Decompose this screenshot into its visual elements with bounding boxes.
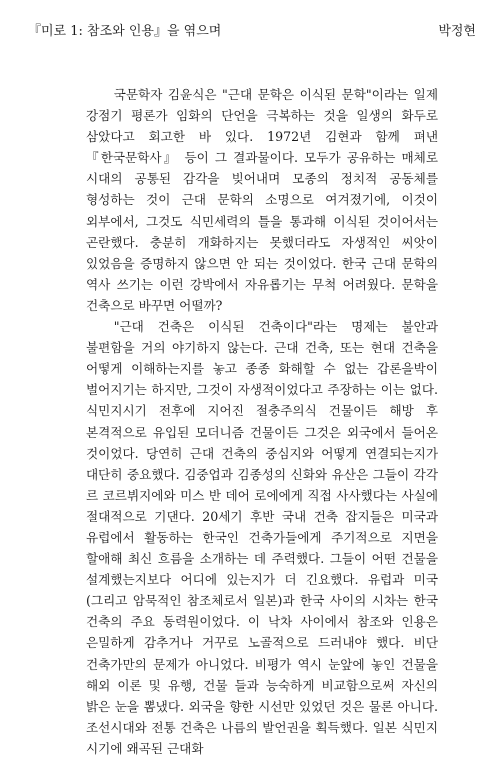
paragraph: 국문학자 김윤식은 "근대 문학은 이식된 문학"이라는 일제 강점기 평론가 임화의 단언을 극복하는 것을 일생의 화두로 삼았다고 회고한 바 있다. 1972년 김현과 함께 펴낸 『한국문학사』 등이 그 결과물이다. 모두가 공유하는 매체로 시대의 공통된 감각을 빚어내며 모종의 정치적 공동체를 형성하는 것이 근대 문학의 소명으로 여겨졌기에, 이것이 외부에서, 그것도 식민세력의 틀을 통과해 이식된 것이어서는 곤란했다. 충분히 개화하지는 못했더라도 자생적인 씨앗이 있었음을 증명하지 않으면 안 되는 것이었다. 한국 근대 문학의 역사 쓰기는 이런 강박에서 자유롭기는 무척 어려웠다. 문학을 건축으로 바꾸면 어떨까? — [86, 87, 438, 313]
paragraph: "근대 건축은 이식된 건축이다"라는 명제는 불안과 불편함을 거의 야기하지 않는다. 근대 건축, 또는 현대 건축을 어떻게 이해하는지를 놓고 종종 화해할 수 없는 갑론을박이 벌어지기는 하지만, 그것이 자생적이었다고 주장하는 이는 없다. 식민지시기 전후에 지어진 절충주의식 건물이든 해방 후 본격적으로 유입된 모더니즘 건물이든 그것은 외국에서 들어온 것이었다. 당연히 근대 건축의 중심지와 어떻게 연결되는지가 대단히 중요했다. 김중업과 김종성의 신화와 유산은 그들이 각각 르 코르뷔지에와 미스 반 데어 로에에게 직접 사사했다는 사실에 절대적으로 기댄다. 20세기 후반 국내 건축 잡지들은 미국과 유럽에서 활동하는 한국인 건축가들에게 주기적으로 지면을 할애해 최신 흐름을 소개하는 데 주력했다. 그들이 어떤 건물을 설계했는지보다 어디에 있는지가 더 긴요했다. 유럽과 미국(그리고 암묵적인 참조체로서 일본)과 한국 사이의 시차는 한국 건축의 주요 동력원이었다. 이 낙차 사이에서 참조와 인용은 은밀하게 감추거나 거꾸로 노골적으로 드러내야 했다. 비단 건축가만의 문제가 아니었다. 비평가 역시 눈앞에 놓인 건물을 해외 이론 및 유행, 건물 들과 능숙하게 비교함으로써 자신의 밝은 눈을 뽐냈다. 외국을 향한 시선만 있었던 것은 물론 아니다. 조선시대와 전통 건축은 나름의 발언권을 획득했다. 일본 식민지 시기에 왜곡된 근대화 — [86, 319, 438, 756]
author-name: 박정현 — [438, 24, 476, 39]
body-text — [86, 84, 438, 759]
chapter-title: 『미로 1: 참조와 인용』을 엮으며 — [28, 24, 222, 39]
running-header — [28, 20, 476, 44]
